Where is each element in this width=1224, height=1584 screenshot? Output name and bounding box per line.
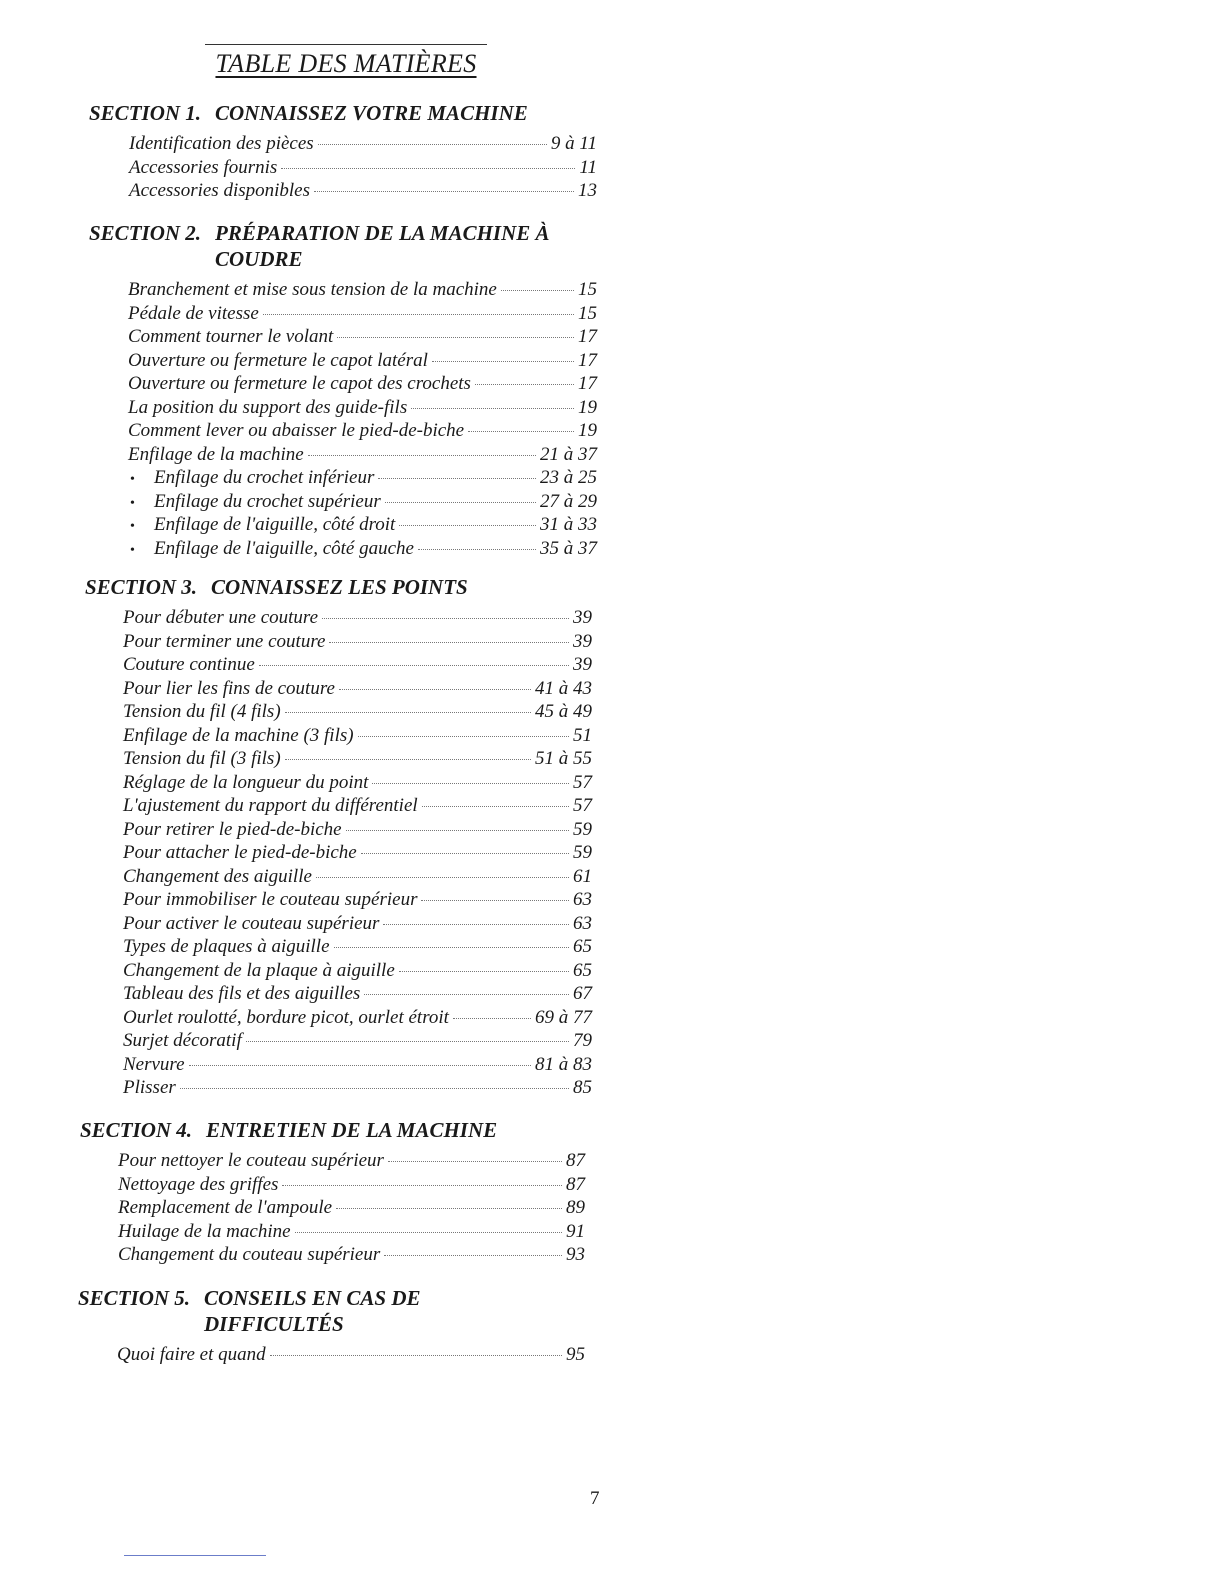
entry-label: Couture continue xyxy=(123,654,255,675)
entry-label: Ouverture ou fermeture le capot latéral xyxy=(128,349,428,371)
entry-label: Pour attacher le pied-de-biche xyxy=(123,842,357,863)
entry-label: Accessories disponibles xyxy=(129,180,311,201)
section-5 xyxy=(78,1285,585,1367)
entry-page: 57 xyxy=(573,795,592,816)
toc-entry-sub[interactable] xyxy=(128,490,597,514)
entry-label: Nettoyage des griffes xyxy=(118,1173,279,1195)
entry-page: 21 à 37 xyxy=(540,443,597,465)
dot-leader xyxy=(281,168,575,169)
toc-entry[interactable] xyxy=(123,982,592,1006)
entry-label: Accessories fournis xyxy=(129,156,278,178)
toc-entry[interactable] xyxy=(123,653,592,677)
dot-leader xyxy=(475,384,574,385)
entry-page: 17 xyxy=(578,326,597,347)
entry-page: 89 xyxy=(566,1197,585,1218)
dot-leader xyxy=(337,337,574,338)
toc-entry[interactable] xyxy=(128,443,597,467)
section-4 xyxy=(80,1117,585,1267)
entry-label: Types de plaques à aiguille xyxy=(123,936,330,957)
toc-entry[interactable] xyxy=(123,771,592,795)
bullet-icon: • xyxy=(130,472,135,487)
section-entries xyxy=(80,1149,585,1267)
toc-entry[interactable] xyxy=(118,1243,585,1267)
section-title: CONSEILS EN CAS DE DIFFICULTÉS xyxy=(204,1286,421,1336)
entry-label: Pour lier les fins de couture xyxy=(123,677,335,699)
section-number: SECTION 3. xyxy=(85,575,198,599)
section-2 xyxy=(89,220,597,560)
entry-page: 93 xyxy=(566,1244,585,1265)
entry-label: Ourlet roulotté, bordure picot, ourlet étroit xyxy=(123,1006,449,1028)
toc-entry[interactable] xyxy=(123,1029,592,1053)
toc-entry[interactable] xyxy=(118,1196,585,1220)
dot-leader xyxy=(295,1232,562,1233)
entry-label: Réglage de la longueur du point xyxy=(123,771,369,793)
section-number: SECTION 1. xyxy=(89,101,202,125)
entry-page: 15 xyxy=(578,279,597,300)
toc-entry-sub[interactable] xyxy=(128,466,597,490)
toc-entry[interactable] xyxy=(128,372,597,396)
section-entries xyxy=(78,1343,585,1367)
toc-entry[interactable] xyxy=(123,865,592,889)
title-rule xyxy=(205,44,487,45)
toc-entry[interactable] xyxy=(129,156,597,180)
entry-page: 27 à 29 xyxy=(540,490,597,512)
dot-leader xyxy=(285,712,531,713)
entry-label: Ouverture ou fermeture le capot des crochets xyxy=(128,373,471,394)
dot-leader xyxy=(189,1065,531,1066)
dot-leader xyxy=(453,1018,531,1019)
entry-label: Comment lever ou abaisser le pied-de-biche xyxy=(128,420,465,441)
entry-label: Enfilage de la machine (3 fils) xyxy=(123,724,354,746)
dot-leader xyxy=(422,806,569,807)
dot-leader xyxy=(329,642,569,643)
dot-leader xyxy=(282,1185,562,1186)
title-block xyxy=(205,44,487,79)
toc-entry[interactable] xyxy=(123,700,592,724)
entry-label: Pédale de vitesse xyxy=(128,302,259,324)
entry-label: Branchement et mise sous tension de la machine xyxy=(128,279,497,300)
dot-leader xyxy=(372,783,569,784)
dot-leader xyxy=(361,853,569,854)
entry-label: Pour retirer le pied-de-biche xyxy=(123,818,342,840)
entry-page: 45 à 49 xyxy=(535,701,592,722)
entry-page: 13 xyxy=(578,180,597,201)
entry-label: Enfilage du crochet inférieur xyxy=(154,467,375,488)
toc-entry[interactable] xyxy=(128,278,597,302)
toc-entry[interactable] xyxy=(123,818,592,842)
entry-label: La position du support des guide-fils xyxy=(128,396,408,418)
entry-page: 79 xyxy=(573,1030,592,1051)
entry-label: Surjet décoratif xyxy=(123,1030,242,1051)
entry-label: Enfilage du crochet supérieur xyxy=(154,490,381,512)
dot-leader xyxy=(339,689,531,690)
entry-page: 39 xyxy=(573,607,592,628)
section-title: CONNAISSEZ VOTRE MACHINE xyxy=(215,101,528,125)
dot-leader xyxy=(259,665,569,666)
dot-leader xyxy=(180,1088,569,1089)
section-number: SECTION 5. xyxy=(78,1286,191,1310)
section-heading xyxy=(85,574,592,600)
entry-page: 87 xyxy=(566,1173,585,1195)
bullet-icon: • xyxy=(130,519,135,534)
entry-page: 9 à 11 xyxy=(550,133,597,154)
dot-leader xyxy=(346,830,569,831)
entry-label: Quoi faire et quand xyxy=(117,1344,266,1365)
section-number: SECTION 2. xyxy=(89,221,202,245)
toc-entry[interactable] xyxy=(128,302,597,326)
toc-entry[interactable] xyxy=(123,724,592,748)
entry-page: 41 à 43 xyxy=(535,677,592,699)
toc-entry[interactable] xyxy=(123,888,592,912)
toc-entry[interactable] xyxy=(123,1076,592,1100)
entry-label: Changement des aiguille xyxy=(123,865,312,887)
entry-label: Tension du fil (4 fils) xyxy=(123,701,281,722)
dot-leader xyxy=(308,455,536,456)
section-title: PRÉPARATION DE LA MACHINE À COUDRE xyxy=(215,221,550,271)
entry-label: Changement du couteau supérieur xyxy=(118,1244,381,1265)
entry-page: 15 xyxy=(578,302,597,324)
entry-page: 19 xyxy=(578,396,597,418)
entry-page: 65 xyxy=(573,959,592,981)
entry-page: 63 xyxy=(573,889,592,910)
entry-page: 19 xyxy=(578,420,597,441)
dot-leader xyxy=(399,971,569,972)
entry-page: 35 à 37 xyxy=(540,537,597,559)
entry-page: 63 xyxy=(573,912,592,934)
entry-label: Pour terminer une couture xyxy=(123,630,326,652)
page-title: TABLE DES MATIÈRES xyxy=(215,49,477,78)
toc-entry[interactable] xyxy=(123,747,592,771)
toc-entry[interactable] xyxy=(123,959,592,983)
entry-label: Enfilage de l'aiguille, côté gauche xyxy=(154,537,414,559)
entry-page: 65 xyxy=(573,936,592,957)
dot-leader xyxy=(364,994,569,995)
entry-label: Pour activer le couteau supérieur xyxy=(123,912,380,934)
toc-entry[interactable] xyxy=(123,1053,592,1077)
entry-label: Nervure xyxy=(123,1053,185,1075)
entry-label: Enfilage de la machine xyxy=(128,443,304,465)
entry-label: Identification des pièces xyxy=(129,133,314,154)
entry-page: 87 xyxy=(566,1150,585,1171)
entry-label: L'ajustement du rapport du différentiel xyxy=(123,795,418,816)
entry-page: 95 xyxy=(566,1344,585,1365)
dot-leader xyxy=(378,478,536,479)
toc-entry[interactable] xyxy=(123,606,592,630)
entry-page: 67 xyxy=(573,983,592,1004)
dot-leader xyxy=(468,431,574,432)
dot-leader xyxy=(388,1161,562,1162)
toc-entry-sub[interactable] xyxy=(128,537,597,561)
toc-entry[interactable] xyxy=(123,630,592,654)
entry-page: 31 à 33 xyxy=(540,514,597,535)
entry-label: Pour immobiliser le couteau supérieur xyxy=(123,889,418,910)
toc-entry[interactable] xyxy=(118,1173,585,1197)
entry-label: Comment tourner le volant xyxy=(128,326,334,347)
dot-leader xyxy=(385,502,536,503)
dot-leader xyxy=(383,924,569,925)
entry-page: 11 xyxy=(579,156,597,178)
entry-page: 91 xyxy=(566,1220,585,1242)
entry-page: 61 xyxy=(573,865,592,887)
dot-leader xyxy=(432,361,574,362)
dot-leader xyxy=(501,290,574,291)
entry-page: 39 xyxy=(573,630,592,652)
toc-entry[interactable] xyxy=(128,325,597,349)
toc-entry[interactable] xyxy=(129,179,597,203)
entry-page: 81 à 83 xyxy=(535,1053,592,1075)
toc-entry-sub[interactable] xyxy=(128,513,597,537)
toc-entry[interactable] xyxy=(123,935,592,959)
entry-page: 23 à 25 xyxy=(540,467,597,488)
dot-leader xyxy=(316,877,569,878)
toc-entry[interactable] xyxy=(128,419,597,443)
toc-entry[interactable] xyxy=(123,841,592,865)
toc-entry[interactable] xyxy=(123,912,592,936)
bullet-icon: • xyxy=(130,542,135,558)
dot-leader xyxy=(384,1255,562,1256)
entry-label: Huilage de la machine xyxy=(118,1220,291,1242)
section-heading xyxy=(78,1285,585,1337)
entry-label: Pour débuter une couture xyxy=(123,607,319,628)
toc-entry[interactable] xyxy=(123,677,592,701)
toc-entry[interactable] xyxy=(117,1343,585,1367)
toc-entry[interactable] xyxy=(123,794,592,818)
section-title: CONNAISSEZ LES POINTS xyxy=(211,575,468,599)
dot-leader xyxy=(418,549,536,550)
entry-label: Tableau des fils et des aiguilles xyxy=(123,983,361,1004)
entry-label: Plisser xyxy=(123,1077,176,1098)
section-title: ENTRETIEN DE LA MACHINE xyxy=(206,1118,498,1142)
dot-leader xyxy=(358,736,569,737)
dot-leader xyxy=(263,314,574,315)
page-number: 7 xyxy=(590,1488,600,1509)
section-3 xyxy=(85,574,592,1100)
entry-label: Enfilage de l'aiguille, côté droit xyxy=(154,514,396,535)
toc-entry[interactable] xyxy=(128,349,597,373)
entry-page: 59 xyxy=(573,818,592,840)
entry-page: 59 xyxy=(573,842,592,863)
footer-rule xyxy=(124,1555,266,1556)
entry-page: 17 xyxy=(578,349,597,371)
dot-leader xyxy=(411,408,574,409)
entry-page: 39 xyxy=(573,654,592,675)
section-heading xyxy=(80,1117,585,1143)
dot-leader xyxy=(334,947,569,948)
entry-page: 51 xyxy=(573,724,592,746)
entry-page: 57 xyxy=(573,771,592,793)
entry-page: 51 à 55 xyxy=(535,748,592,769)
toc-entry[interactable] xyxy=(118,1149,585,1173)
entry-label: Tension du fil (3 fils) xyxy=(123,748,281,769)
dot-leader xyxy=(322,618,569,619)
dot-leader xyxy=(318,144,547,145)
section-heading xyxy=(89,220,597,272)
section-heading xyxy=(89,100,597,126)
section-entries xyxy=(89,278,597,560)
entry-label: Pour nettoyer le couteau supérieur xyxy=(118,1150,384,1171)
entry-page: 17 xyxy=(578,373,597,394)
toc-entry[interactable] xyxy=(128,396,597,420)
toc-entry[interactable] xyxy=(123,1006,592,1030)
section-1 xyxy=(89,100,597,203)
dot-leader xyxy=(314,191,574,192)
dot-leader xyxy=(246,1041,569,1042)
entry-label: Changement de la plaque à aiguille xyxy=(123,959,395,981)
section-entries xyxy=(85,606,592,1100)
entry-label: Remplacement de l'ampoule xyxy=(118,1197,333,1218)
entry-page: 69 à 77 xyxy=(535,1006,592,1028)
dot-leader xyxy=(399,525,536,526)
dot-leader xyxy=(336,1208,562,1209)
dot-leader xyxy=(421,900,569,901)
bullet-icon: • xyxy=(130,495,135,511)
entry-page: 85 xyxy=(573,1077,592,1098)
toc-entry[interactable] xyxy=(129,132,597,156)
section-number: SECTION 4. xyxy=(80,1118,193,1142)
toc-entry[interactable] xyxy=(118,1220,585,1244)
section-entries xyxy=(89,132,597,203)
dot-leader xyxy=(285,759,531,760)
dot-leader xyxy=(270,1355,562,1356)
